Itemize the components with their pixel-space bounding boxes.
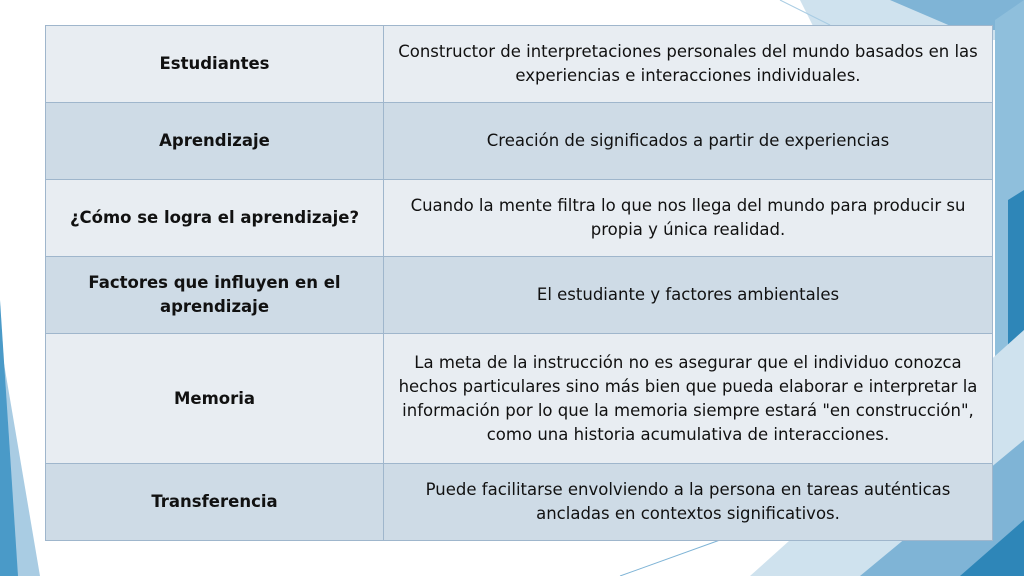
bottom-diagonal-line <box>620 540 720 576</box>
row-label: Estudiantes <box>46 26 384 103</box>
table-row <box>46 26 993 103</box>
content-table <box>45 25 993 541</box>
row-text: Constructor de interpretaciones personales del mundo basados en las experiencias e interacciones individuales. <box>384 26 993 103</box>
row-label: Transferencia <box>46 464 384 541</box>
table-row <box>46 103 993 180</box>
row-text: Creación de significados a partir de experiencias <box>384 103 993 180</box>
row-label: Factores que influyen en el aprendizaje <box>46 257 384 334</box>
row-text: Cuando la mente filtra lo que nos llega del mundo para producir su propia y única realidad. <box>384 180 993 257</box>
table-row <box>46 334 993 464</box>
row-label: ¿Cómo se logra el aprendizaje? <box>46 180 384 257</box>
table-row <box>46 464 993 541</box>
table-row <box>46 180 993 257</box>
row-label: Memoria <box>46 334 384 464</box>
table-row <box>46 257 993 334</box>
row-text: El estudiante y factores ambientales <box>384 257 993 334</box>
row-text: Puede facilitarse envolviendo a la persona en tareas auténticas ancladas en contextos significativos. <box>384 464 993 541</box>
row-label: Aprendizaje <box>46 103 384 180</box>
row-text: La meta de la instrucción no es asegurar que el individuo conozca hechos particulares sino más bien que pueda elaborar e interpretar la información por lo que la memoria siempre estará "en construcción", como una historia acumulativa de interacciones. <box>384 334 993 464</box>
